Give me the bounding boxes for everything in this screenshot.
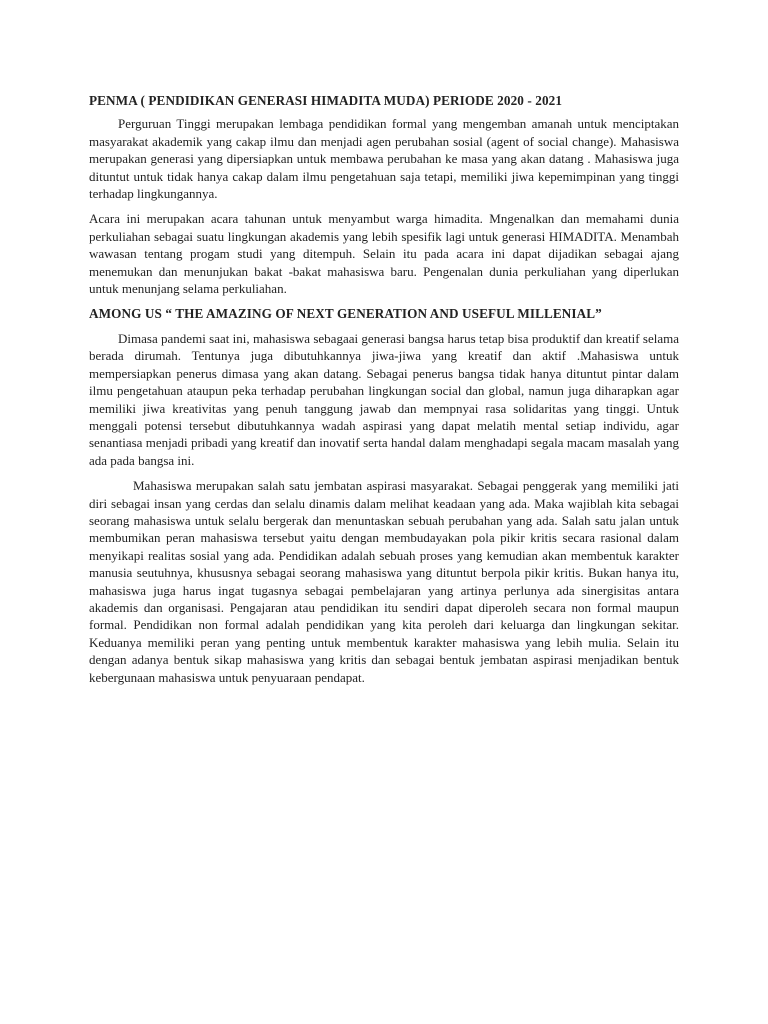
document-page: [89, 92, 679, 694]
document-heading-among-us: AMONG US “ THE AMAZING OF NEXT GENERATION AND USEFUL MILLENIAL”: [89, 306, 602, 322]
paragraph-mahasiswa-jembatan: Mahasiswa merupakan salah satu jembatan aspirasi masyarakat. Sebagai penggerak yang memiliki jati diri sebagai insan yang cerdas dan selalu dinamis dalam melihat keadaan yang ada. Maka wajiblah kita sebagai seorang mahasiswa untuk selalu bergerak dan menuntaskan sebuah perubahan yang ada. Salah satu jalan untuk membumikan peran mahasiswa tersebut yaitu dengan membudayakan pola pikir kritis secara rasional dalam menyikapi realitas sosial yang ada. Pendidikan adalah sebuah proses yang kemudian akan membentuk karakter manusia seutuhnya, khususnya sebagai seorang mahasiswa yang dituntut berpola pikir kritis. Bukan hanya itu, mahasiswa juga harus ingat tugasnya sebagai pembelajaran yang artinya perlunya ada sinergisitas antara akademis dan organisasi. Pengajaran atau pendidikan itu sendiri dapat diperoleh secara non formal maupun formal. Pendidikan non formal adalah pendidikan yang kita peroleh dari keluarga dan lingkungan sekitar. Keduanya memiliki peran yang penting untuk membentuk karakter mahasiswa yang lebih mulia. Selain itu dengan adanya bentuk sikap mahasiswa yang kritis dan sebagai bentuk jembatan aspirasi menjadikan bentuk kebergunaan mahasiswa untuk penyuaraan pendapat.: [89, 478, 679, 685]
paragraph-dimasa-pandemi: Dimasa pandemi saat ini, mahasiswa sebagaai generasi bangsa harus tetap bisa produktif dan kreatif selama berada dirumah. Tentunya juga dibutuhkannya jiwa-jiwa yang kreatif dan aktif .Mahasiswa untuk mempersiapkan penerus dimasa yang akan datang. Sebagai penerus bangsa tidak hanya dituntut pintar dalam ilmu pengetahuan ataupun peka terhadap perubahan lingkungan social dan global, namun juga diharapkan agar memiliki jiwa kreativitas yang penuh tanggung jawab dan mempnyai rasa solidaritas yang tinggi. Untuk menggali potensi tersebut dibutuhkannya wadah aspirasi yang dapat melatih mental setiap individu, agar senantiasa menjadi pribadi yang kreatif dan inovatif serta handal dalam menghadapi segala macam masalah yang ada pada bangsa ini.: [89, 330, 679, 468]
paragraph-perguruan-tinggi: Perguruan Tinggi merupakan lembaga pendidikan formal yang mengemban amanah untuk menciptakan masyarakat akademik yang cakap ilmu dan menjadi agen perubahan sosial (agent of social change). Mahasiswa merupakan generasi yang dipersiapkan untuk membawa perubahan ke masa yang akan datang . Mahasiswa juga dituntut untuk tidak hanya cakap dalam ilmu pengetahuan saja tetapi, memiliki jiwa kepemimpinan yang tinggi terhadap lingkungannya.: [89, 116, 679, 202]
document-heading-penma: PENMA ( PENDIDIKAN GENERASI HIMADITA MUDA) PERIODE 2020 - 2021: [89, 93, 563, 108]
paragraph-acara: Acara ini merupakan acara tahunan untuk menyambut warga himadita. Mngenalkan dan memahami dunia perkuliahan sebagai suatu lingkungan akademis yang lebih spesifik lagi untuk generasi HIMADITA. Menambah wawasan tentang progam studi yang ditempuh. Selain itu pada acara ini dapat dijadikan sebagai ajang menemukan dan menunjukan bakat -bakat mahasiswa baru. Pengenalan dunia perkuliahan yang diperlukan untuk menunjang selama perkuliahan.: [89, 211, 679, 297]
